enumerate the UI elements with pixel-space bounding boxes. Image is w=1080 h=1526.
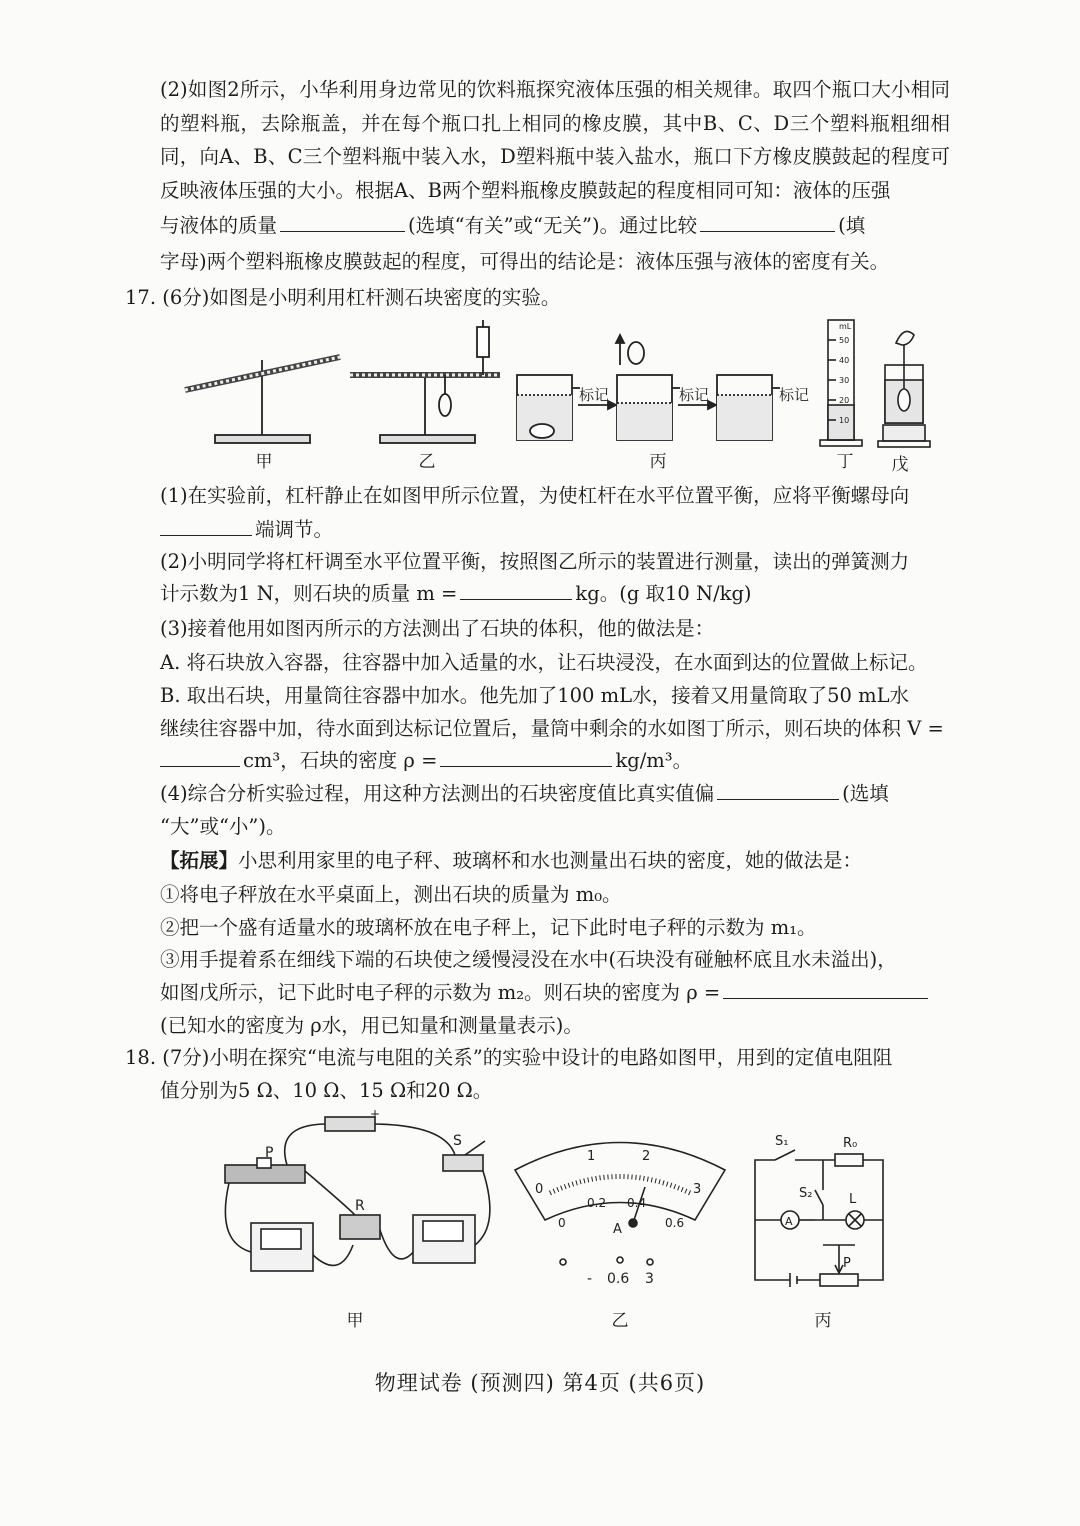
q16-part2-text: (2)如图2所示，小华利用身边常见的饮料瓶探究液体压强的相关规律。取四个瓶口大小相同的塑料瓶，去除瓶盖，并在每个瓶口扎上相同的橡皮膜，其中B、C、D三个塑料瓶粗细相同，向A、B、C三个塑料瓶中装入水，D塑料瓶中装入盐水，瓶口下方橡皮膜鼓起的程度可反映液体压强的大小。根据A、B两个塑料瓶橡皮膜鼓起的程度相同可知：液体的压强 (160, 78, 950, 202)
label-plus: + (370, 1107, 381, 1121)
q17-pB3-line (160, 745, 692, 773)
q17-blank-direction[interactable] (160, 515, 252, 536)
q17-blank-mass[interactable] (460, 579, 572, 600)
meter-lower-0: 0 (558, 1216, 566, 1230)
fig-label-wu: 戊 (891, 455, 909, 475)
q18-title2: 值分别为5 Ω、10 Ω、15 Ω和20 Ω。 (160, 1079, 493, 1102)
q17-pB: B. 取出石块，用量筒往容器中加水。他先加了100 mL水，接着又用量筒取了50 mL水 (160, 684, 910, 707)
containers-bing (517, 335, 780, 440)
q17-blank-ext-density[interactable] (723, 978, 928, 999)
cylinder-tick-50: 50 (839, 336, 850, 345)
meter-upper-0: 0 (535, 1182, 544, 1197)
q17-p4b: (选填 (842, 782, 889, 805)
q16-line-a: 与液体的质量 (160, 214, 278, 237)
q18-title: 18. (7分)小明在探究“电流与电阻的关系”的实验中设计的电路如图甲，用到的定值电阻阻 (125, 1046, 893, 1069)
q17-s4: 如图戊所示，记下此时电子秤的示数为 m₂。则石块的密度为 ρ = (160, 981, 721, 1004)
label-R0: R₀ (843, 1136, 858, 1151)
label-P: P (265, 1145, 274, 1161)
page-footer: 物理试卷 (预测四) 第4页 (共6页) (374, 1371, 706, 1395)
cylinder-unit: mL (839, 322, 852, 331)
lever-yi (350, 320, 500, 443)
q16-line-a3: (填 (838, 214, 866, 237)
q17-p2a: (2)小明同学将杠杆调至水平位置平衡，按照图乙所示的装置进行测量，读出的弹簧测力 (160, 550, 910, 573)
meter-lower-06: 0.6 (665, 1216, 685, 1230)
label-P2: P (843, 1256, 851, 1271)
cylinder-tick-20: 20 (839, 396, 850, 405)
meter-upper-1: 1 (587, 1149, 596, 1164)
q17-figure (180, 315, 940, 475)
q17-p4-line (160, 778, 889, 806)
terminal-minus: - (587, 1271, 593, 1287)
q16-line-b: 字母)两个塑料瓶橡皮膜鼓起的程度，可得出的结论是：液体压强与液体的密度有关。 (160, 250, 890, 273)
q17-p1b: 端调节。 (255, 518, 334, 541)
q17-s3: ③用手提着系在细线下端的石块使之缓慢浸没在水中(石块没有碰触杯底且水未溢出)， (160, 948, 897, 971)
schematic-bing (755, 1150, 883, 1287)
terminal-3: 3 (645, 1271, 654, 1287)
mark-label-3: 标记 (779, 386, 810, 404)
q17-ext-line (160, 845, 862, 873)
fig-label-yi: 乙 (418, 452, 436, 472)
q17-title: 17. (6分)如图是小明利用杠杆测石块密度的实验。 (125, 286, 561, 309)
fig-label-ding: 丁 (836, 452, 854, 472)
q18-figure (215, 1105, 905, 1305)
q17-p2b: 计示数为1 N，则石块的质量 m = (160, 582, 458, 605)
q16-blank-mass[interactable] (280, 211, 405, 232)
fig18-label-jia: 甲 (346, 1311, 364, 1331)
label-S2: S₂ (799, 1186, 813, 1201)
q17-p2-line (160, 578, 752, 606)
meter-unit: A (613, 1222, 622, 1237)
mark-label-2: 标记 (679, 386, 710, 404)
q16-blank-compare[interactable] (700, 211, 835, 232)
cylinder-tick-10: 10 (839, 416, 850, 425)
q17-p3: (3)接着他用如图丙所示的方法测出了石块的体积，他的做法是： (160, 617, 715, 640)
q17-s5: (已知水的密度为 ρ水，用已知量和测量量表示)。 (160, 1014, 583, 1037)
circuit-jia (225, 1117, 490, 1271)
cylinder-tick-40: 40 (839, 356, 850, 365)
label-S: S (453, 1133, 462, 1149)
q17-blank-bias[interactable] (717, 779, 839, 800)
fig-label-jia: 甲 (255, 452, 273, 472)
q17-p4c: “大”或“小”)。 (160, 815, 286, 838)
q17-p1a: (1)在实验前，杠杆静止在如图甲所示位置，为使杠杆在水平位置平衡，应将平衡螺母向 (160, 484, 910, 507)
q17-p1-line (160, 514, 333, 542)
q17-ext: 小思利用家里的电子秤、玻璃杯和水也测量出石块的密度，她的做法是： (238, 849, 863, 872)
cylinder-tick-30: 30 (839, 376, 850, 385)
q17-p4a: (4)综合分析实验过程，用这种方法测出的石块密度值比真实值偏 (160, 782, 715, 805)
q17-pB3a: cm³，石块的密度 ρ = (243, 749, 438, 772)
meter-upper-2: 2 (642, 1149, 651, 1164)
q17-blank-density[interactable] (440, 746, 612, 767)
fig18-label-bing: 丙 (814, 1311, 832, 1331)
q17-pB3b: kg/m³。 (615, 749, 693, 772)
terminal-06: 0.6 (607, 1271, 630, 1287)
label-A: A (785, 1215, 793, 1228)
q17-p2c: kg。(g 取10 N/kg) (575, 582, 752, 605)
q17-s4-line (160, 977, 931, 1005)
mark-label-1: 标记 (579, 386, 610, 404)
q16-blank-line-1 (160, 210, 865, 238)
label-R: R (355, 1198, 365, 1214)
label-L: L (849, 1192, 857, 1207)
q17-pA: A. 将石块放入容器，往容器中加入适量的水，让石块浸没，在水面到达的位置做上标记。 (160, 651, 928, 674)
lever-jia (185, 357, 340, 443)
q17-pB2: 继续往容器中加，待水面到达标记位置后，量筒中剩余的水如图丁所示，则石块的体积 V = (160, 717, 944, 740)
q17-s1: ①将电子秤放在水平桌面上，测出石块的质量为 m₀。 (160, 883, 622, 906)
q17-s2: ②把一个盛有适量水的玻璃杯放在电子秤上，记下此时电子秤的示数为 m₁。 (160, 916, 817, 939)
fig-label-bing: 丙 (649, 452, 667, 472)
q17-ext-tag: 【拓展】 (160, 849, 239, 872)
ammeter-dial-yi (515, 1143, 725, 1266)
meter-lower-02: 0.2 (587, 1196, 607, 1210)
q17-blank-volume[interactable] (160, 746, 240, 767)
fig18-label-yi: 乙 (611, 1311, 629, 1331)
meter-lower-04: 0.4 (627, 1196, 647, 1210)
label-S1: S₁ (775, 1134, 789, 1149)
q16-line-a2: (选填“有关”或“无关”)。通过比较 (408, 214, 698, 237)
beaker-wu (878, 331, 930, 447)
meter-upper-3: 3 (693, 1182, 702, 1197)
